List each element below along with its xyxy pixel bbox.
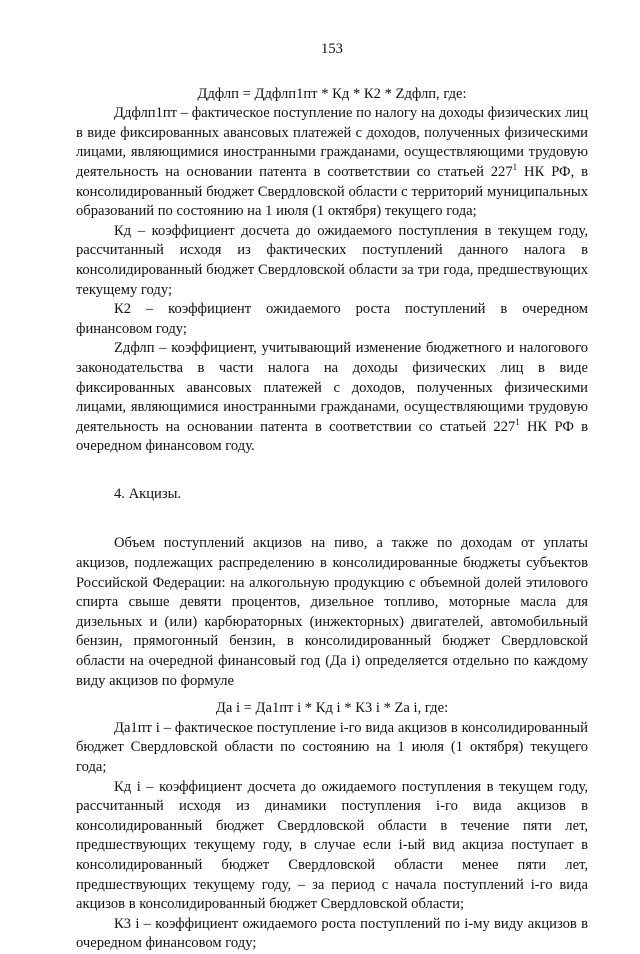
paragraph-kd-i: Кд i – коэффициент досчета до ожидаемого поступления в текущем году, рассчитанный исходя из динамики поступления i-го вида акцизов в консолидированный бюджет Свердловской области в течение пяти лет, предшествующих текущему году, в случае если i-ый вид акциза поступает в консолидированный бюджет Свердловской области менее пяти лет, предшествующих текущему году, – за период с начала поступлений i-го вида акцизов в консолидированный бюджет Свердловской области; bbox=[76, 778, 588, 913]
paragraph-k2: К2 – коэффициент ожидаемого роста поступлений в очередном финансовом году; bbox=[76, 301, 588, 337]
page-number: 153 bbox=[321, 41, 343, 57]
paragraph-ddflp1pt-text: Ддфлп1пт – фактическое поступление по налогу на доходы физических лиц в виде фиксированных авансовых платежей с доходов, полученных физическими лицами, являющимися иностранными гражданами, осуществляющими трудовую деятельность на основании патента в соответствии со статьей 227 bbox=[76, 105, 588, 180]
paragraph-da1pt: Да1пт i – фактическое поступление i-го вида акцизов в консолидированный бюджет Свердловской области по состоянию на 1 июля (1 октября) текущего года; bbox=[76, 719, 588, 775]
paragraph-excise-volume: Объем поступлений акцизов на пиво, а также по доходам от уплаты акцизов, подлежащих распределению в консолидированные бюджеты субъектов Российской Федерации: на алкогольную продукцию с объемной долей этилового спирта свыше девяти процентов, дизельное топливо, моторные масла для дизельных и (или) карбюраторных (инжекторных) двигателей, автомобильный бензин, прямогонный бензин, в консолидированный бюджет Свердловской области на очередной финансовый год (Да i) определяется отдельно по каждому виду акцизов по формуле bbox=[76, 535, 588, 689]
paragraph-ddflp1pt bbox=[76, 104, 588, 222]
formula-ndfl: Ддфлп = Ддфлп1пт * Кд * К2 * Zдфлп, где: bbox=[197, 85, 467, 102]
paragraph-ddflp1pt-end: НК РФ, в консолидированный бюджет Свердловской области с территорий муниципальных образований по состоянию на 1 июля (1 октября) текущего года; bbox=[76, 163, 589, 220]
paragraph-kd: Кд – коэффициент досчета до ожидаемого поступления в текущем году, рассчитанный исходя из фактических поступлений данного налога в консолидированный бюджет Свердловской области за три года, предшествующих текущему году; bbox=[76, 222, 588, 298]
superscript-1: 1 bbox=[512, 161, 518, 172]
paragraph-zdflp-text: Zдфлп – коэффициент, учитывающий изменение бюджетного и налогового законодательства в части налога на доходы физических лиц в виде фиксированных авансовых платежей с доходов, полученных физическими лицами, являющимися иностранными гражданами, осуществляющими трудовую деятельность на основании патента в соответствии со статьей 227 bbox=[76, 340, 588, 435]
superscript-1b: 1 bbox=[515, 416, 520, 427]
section-heading-excise: 4. Акцизы. bbox=[114, 485, 182, 502]
formula-excise: Да i = Да1пт i * Кд i * К3 i * Zа i, где: bbox=[215, 700, 449, 717]
paragraph-k3-i: К3 i – коэффициент ожидаемого роста поступлений по i-му виду акцизов в очередном финансовом году; bbox=[76, 915, 588, 952]
paragraph-zdflp-end: НК РФ в очередном финансовом году. bbox=[76, 418, 588, 455]
paragraph-zdflp bbox=[76, 339, 588, 457]
